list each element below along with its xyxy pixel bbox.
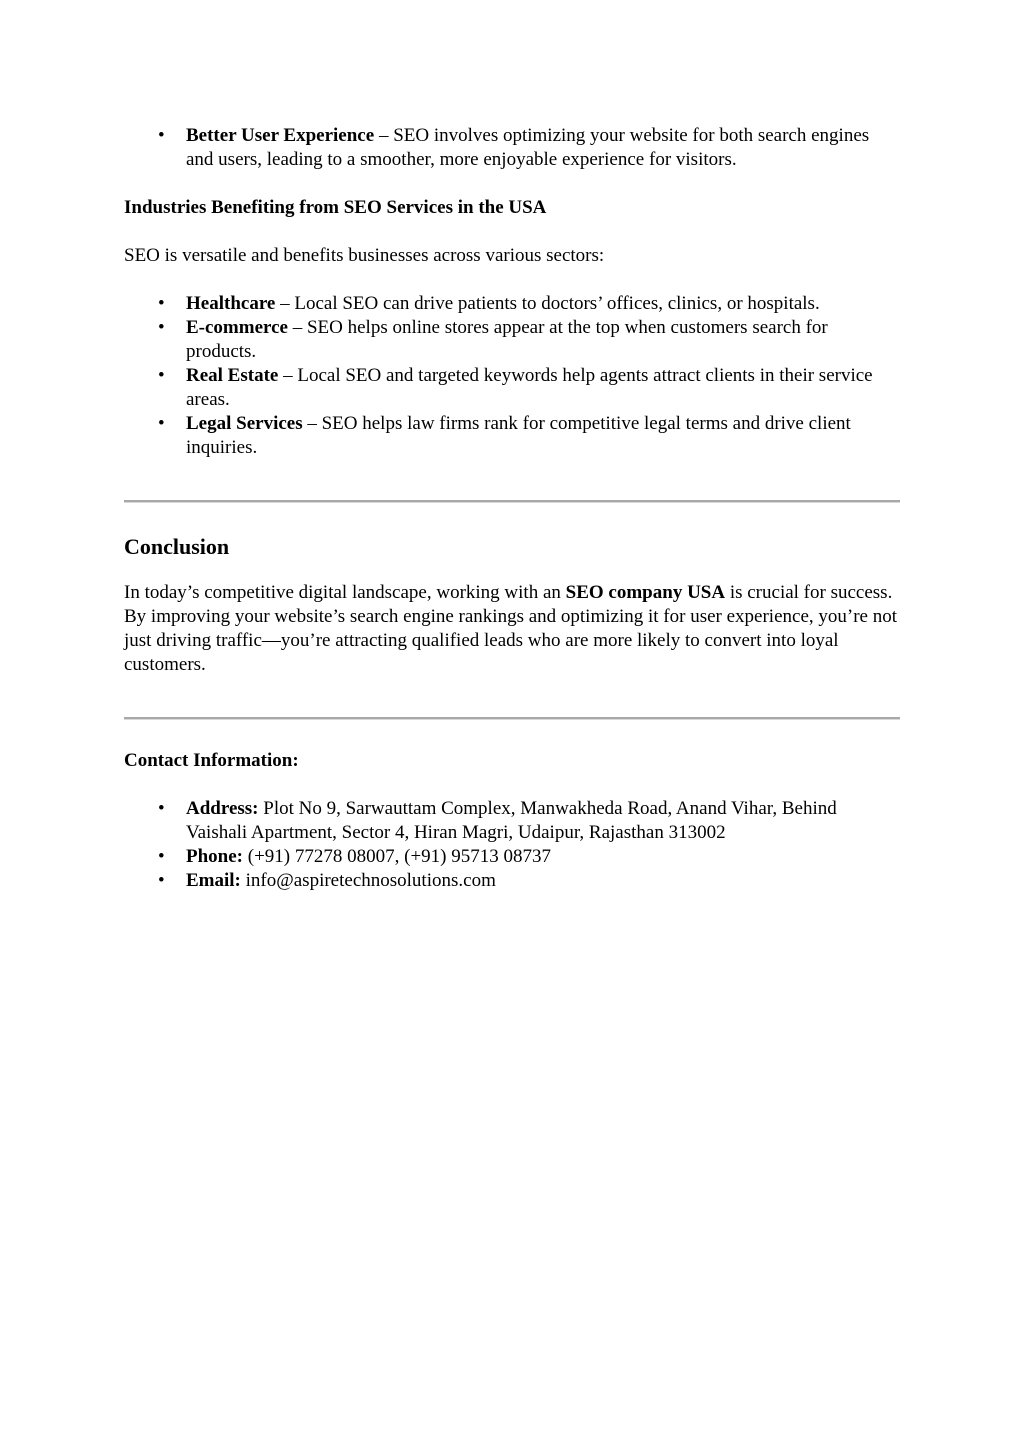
contact-term: Phone: — [186, 846, 243, 867]
list-item — [124, 316, 900, 364]
industries-list — [124, 292, 900, 460]
bullet-icon: • — [158, 413, 165, 434]
section-divider — [124, 717, 900, 720]
list-item-text: – Local SEO can drive patients to doctors’ offices, clinics, or hospitals. — [275, 293, 820, 314]
bullet-icon: • — [158, 293, 165, 314]
list-item — [124, 124, 900, 172]
bullet-icon: • — [158, 365, 165, 386]
list-item — [124, 292, 900, 316]
conclusion-text-after: is crucial for success. By improving your website’s search engine rankings and optimizing it for user experience, you’re not just driving traffic—you’re attracting qualified leads who are more likely to convert into loyal customers. — [124, 582, 897, 675]
contact-email — [124, 869, 900, 893]
contact-address — [124, 797, 900, 845]
list-item-term: Real Estate — [186, 365, 279, 386]
intro-list — [124, 124, 900, 172]
contact-value: Plot No 9, Sarwauttam Complex, Manwakheda Road, Anand Vihar, Behind Vaishali Apartment, Sector 4, Hiran Magri, Udaipur, Rajasthan 313002 — [186, 798, 837, 843]
list-item-term: Legal Services — [186, 413, 303, 434]
list-item-term: Healthcare — [186, 293, 276, 314]
list-item-text: – SEO involves optimizing your website for both search engines and users, leading to a smoother, more enjoyable experience for visitors. — [186, 125, 870, 170]
contact-list — [124, 797, 900, 893]
contact-value: info@aspiretechnosolutions.com — [240, 870, 496, 891]
document-page — [124, 124, 900, 893]
list-item — [124, 412, 900, 460]
industries-intro: SEO is versatile and benefits businesses across various sectors: — [124, 245, 605, 266]
list-item-text: – SEO helps law firms rank for competitive legal terms and drive client inquiries. — [186, 413, 851, 458]
conclusion-text-before: In today’s competitive digital landscape, working with an — [124, 582, 566, 603]
bullet-icon: • — [158, 317, 165, 338]
bullet-icon: • — [158, 846, 165, 867]
bullet-icon: • — [158, 125, 165, 146]
contact-term: Email: — [186, 870, 241, 891]
contact-heading: Contact Information: — [124, 750, 299, 771]
contact-value: (+91) 77278 08007, (+91) 95713 08737 — [243, 846, 551, 867]
contact-term: Address: — [186, 798, 259, 819]
bullet-icon: • — [158, 798, 165, 819]
contact-phone — [124, 845, 900, 869]
conclusion-heading: Conclusion — [124, 534, 230, 559]
conclusion-bold-phrase: SEO company USA — [565, 582, 726, 603]
bullet-icon: • — [158, 870, 165, 891]
conclusion-paragraph — [124, 581, 900, 677]
list-item-text: – SEO helps online stores appear at the top when customers search for products. — [186, 317, 828, 362]
industries-heading: Industries Benefiting from SEO Services in the USA — [124, 197, 547, 218]
list-item-text: – Local SEO and targeted keywords help agents attract clients in their service areas. — [186, 365, 873, 410]
section-divider — [124, 500, 900, 503]
list-item — [124, 364, 900, 412]
list-item-term: E-commerce — [186, 317, 288, 338]
list-item-term: Better User Experience — [186, 125, 375, 146]
